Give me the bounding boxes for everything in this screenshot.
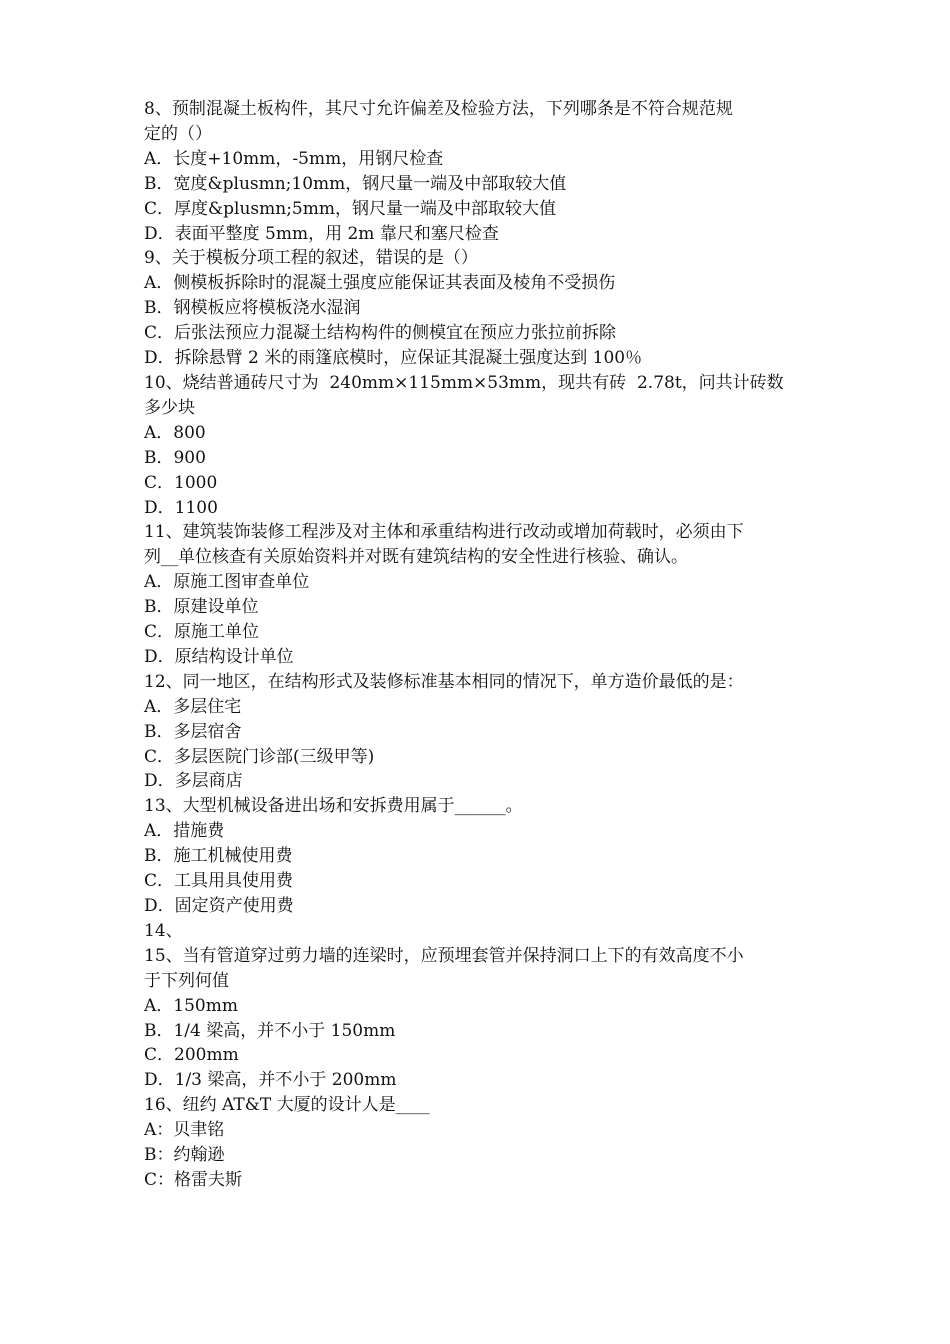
text-line: 多少块	[144, 397, 195, 418]
text-line: C．1000	[144, 472, 218, 493]
text-line: 11、建筑装饰装修工程涉及对主体和承重结构进行改动或增加荷载时，必须由下	[144, 522, 744, 543]
text-line: 10、烧结普通砖尺寸为 240mm×115mm×53mm，现共有砖 2.78t，问共计砖数	[144, 372, 784, 393]
text-line: 15、当有管道穿过剪力墙的连梁时，应预埋套管并保持洞口上下的有效高度不小	[144, 945, 744, 966]
text-line: 12、同一地区，在结构形式及装修标准基本相同的情况下，单方造价最低的是：	[144, 671, 744, 692]
text-line: D．拆除悬臂 2 米的雨篷底模时，应保证其混凝土强度达到 100％	[144, 348, 643, 369]
text-line: D．多层商店	[144, 771, 243, 792]
text-line: A．150mm	[144, 995, 238, 1016]
text-line: D．表面平整度 5mm，用 2m 靠尺和塞尺检查	[144, 223, 499, 244]
text-line: 8、预制混凝土板构件，其尺寸允许偏差及检验方法，下列哪条是不符合规范规	[144, 99, 733, 119]
text-line: D．固定资产使用费	[144, 896, 294, 916]
text-line: 列__单位核查有关原始资料并对既有建筑结构的安全性进行核验、确认。	[144, 547, 688, 568]
text-line: B．原建设单位	[144, 597, 259, 618]
text-line: D．原结构设计单位	[144, 646, 294, 667]
text-line: B．900	[144, 447, 206, 468]
text-line: C．厚度&plusmn;5mm，钢尺量一端及中部取较大值	[144, 198, 556, 219]
text-line: 14、	[144, 920, 183, 941]
text-line: 定的（）	[144, 123, 212, 144]
text-line: A：贝聿铭	[144, 1120, 225, 1141]
text-line: B．施工机械使用费	[144, 846, 293, 867]
text-line: D．1100	[144, 497, 218, 518]
text-line: B．宽度&plusmn;10mm，钢尺量一端及中部取较大值	[144, 173, 567, 194]
text-line: D．1/3 梁高，并不小于 200mm	[144, 1070, 397, 1091]
text-line: B．钢模板应将模板浇水湿润	[144, 298, 361, 319]
text-line: C．多层医院门诊部(三级甲等)	[144, 746, 375, 767]
question-text-block	[144, 97, 816, 1193]
text-line: A．原施工图审查单位	[144, 572, 310, 593]
text-line: 9、关于模板分项工程的叙述，错误的是（）	[144, 248, 478, 269]
text-line: C．200mm	[144, 1045, 239, 1066]
text-line: C：格雷夫斯	[144, 1169, 243, 1190]
text-line: C．原施工单位	[144, 622, 260, 643]
text-line: A．多层住宅	[144, 696, 242, 717]
text-line: B：约翰逊	[144, 1145, 225, 1166]
text-line: C．工具用具使用费	[144, 871, 294, 892]
text-line: 于下列何值	[144, 970, 229, 991]
text-line: A．长度+10mm，-5mm，用钢尺检查	[144, 148, 444, 169]
text-line: 16、纽约 AT&T 大厦的设计人是____	[144, 1095, 430, 1116]
text-line: B．1/4 梁高，并不小于 150mm	[144, 1020, 396, 1041]
text-line: A．800	[144, 422, 206, 443]
text-line: A．措施费	[144, 821, 225, 842]
text-line: A．侧模板拆除时的混凝土强度应能保证其表面及棱角不受损伤	[144, 273, 616, 294]
text-line: B．多层宿舍	[144, 721, 242, 742]
text-line: 13、大型机械设备进出场和安拆费用属于______。	[144, 796, 523, 817]
text-line: C．后张法预应力混凝土结构构件的侧模宜在预应力张拉前拆除	[144, 323, 617, 344]
